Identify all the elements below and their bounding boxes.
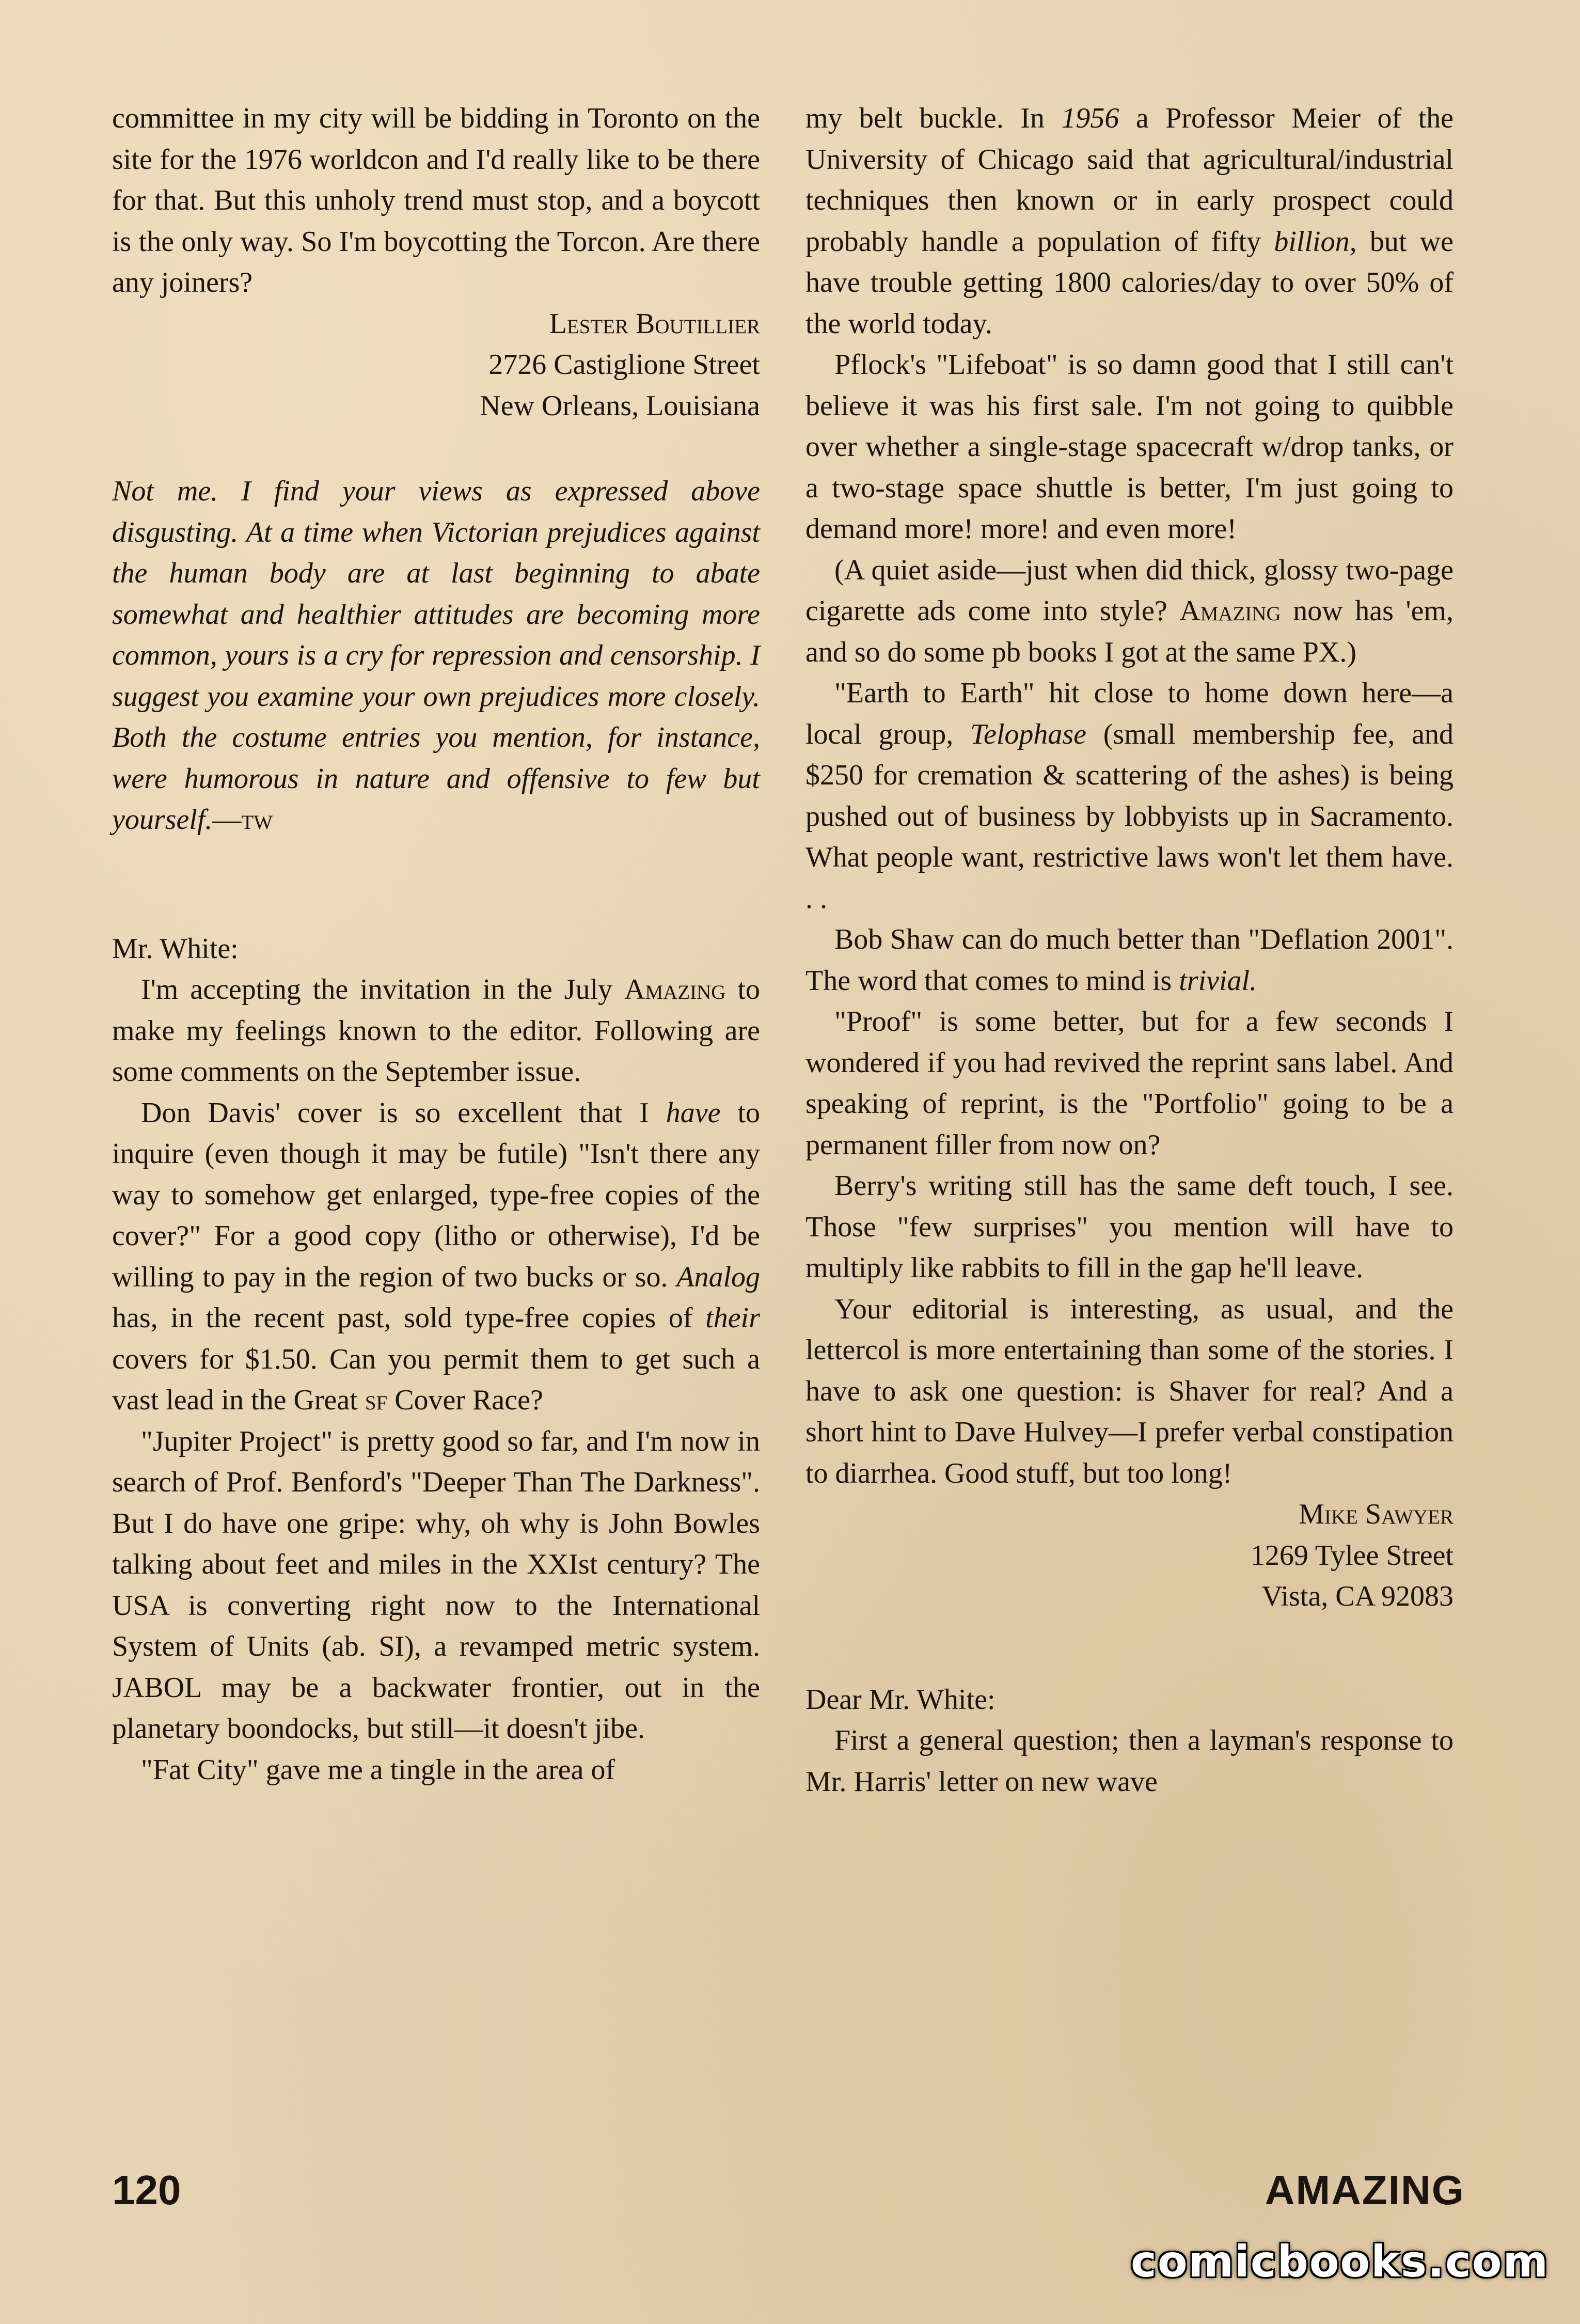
letter3-paragraph-1: First a general question; then a layman's response to Mr. Harris' letter on new wave — [805, 1724, 1453, 1798]
letter2-signature-city: Vista, CA 92083 — [1261, 1580, 1453, 1612]
right-paragraph-4 — [805, 673, 1453, 919]
text-run: I'm accepting the invitation in the July — [141, 973, 625, 1006]
editor-reply: Not me. I find your views as expressed above disgusting. At a time when Victorian prejudices against the human body are at last beginning to abate somewhat and healthier attitudes are becoming more common, yours is a cry for repression and censorship. I suggest you examine your own prejudices more closely. Both the costume entries you mention, for instance, were humorous in nature and offensive to few but yourself. — [112, 475, 760, 836]
emphasis: have — [666, 1096, 721, 1129]
text-run: (small membership fee, and $250 for cremation & scattering of the ashes) is being pushed out of business by lobbyists up in Sacramento. What people want, restrictive laws won't let them have. . . — [805, 718, 1453, 915]
letter1-signature-city: New Orleans, Louisiana — [480, 389, 760, 422]
letter3-salutation: Dear Mr. White: — [805, 1683, 996, 1716]
text-run: Cover Race? — [387, 1384, 543, 1416]
magazine-title-analog: Analog — [676, 1261, 760, 1293]
emphasis: Telophase — [970, 718, 1087, 750]
right-column — [805, 98, 1453, 1802]
sf-abbrev: sf — [365, 1384, 388, 1416]
right-paragraph-3 — [805, 550, 1453, 673]
right-paragraph-6: "Proof" is some better, but for a few seconds I wondered if you had revived the reprint sans label. And speaking of reprint, is the "Portfolio" going to be a permanent filler from now on? — [805, 1006, 1453, 1161]
editor-reply-block — [112, 471, 760, 841]
text-run: Bob Shaw can do much better than "Deflation 2001". The word that comes to mind is — [805, 923, 1453, 997]
magazine-name: AMAZING — [1265, 2167, 1465, 2213]
spacer — [112, 427, 760, 471]
magazine-name-inline: Amazing — [624, 973, 726, 1006]
right-paragraph-8: Your editorial is interesting, as usual, and the lettercol is more entertaining than some of the stories. I have to ask one question: is Shaver for real? And a short hint to Dave Hulvey—I prefer verbal constipation to diarrhea. Good stuff, but too long! — [805, 1293, 1453, 1489]
letter1-tail: committee in my city will be bidding in Toronto on the site for the 1976 worldcon and I'd really like to be there for that. But this unholy trend must stop, and a boycott is the only way. So I'm boycotting the Torcon. Are there any joiners? — [112, 102, 760, 299]
right-paragraph-5 — [805, 919, 1453, 1001]
right-paragraph-7: Berry's writing still has the same deft touch, I see. Those "few surprises" you mention will have to multiply like rabbits to fill in the gap he'll leave. — [805, 1170, 1453, 1284]
letter2-signature-street: 1269 Tylee Street — [1250, 1539, 1453, 1572]
letter1-signature-name: Lester Boutillier — [549, 307, 760, 340]
text-run: "Earth to Earth" hit close to home down here—a local group, — [805, 677, 1453, 750]
text-run: now has 'em, and so do some pb books I got at the same PX.) — [805, 595, 1454, 668]
letter2-salutation: Mr. White: — [112, 932, 239, 965]
emphasis: trivial. — [1179, 964, 1257, 997]
letter2-paragraph-4: "Fat City" gave me a tingle in the area of — [141, 1753, 615, 1786]
editor-initials: —tw — [212, 804, 273, 836]
letter2-paragraph-1 — [112, 969, 760, 1093]
page-number: 120 — [112, 2167, 181, 2213]
text-run: Don Davis' cover is so excellent that I — [141, 1096, 666, 1129]
letter2-signature-name: Mike Sawyer — [1299, 1498, 1453, 1530]
text-run: has, in the recent past, sold type-free copies of — [112, 1302, 706, 1334]
spacer — [112, 841, 760, 929]
text-run: to inquire (even though it may be futile) "Isn't there any way to somehow get enlarged, type-free copies of the cover?" For a good copy (litho or otherwise), I'd be willing to pay in the region of two bucks or so. — [112, 1096, 760, 1293]
emphasis: billion, — [1274, 225, 1357, 258]
letter1-signature-street: 2726 Castiglione Street — [488, 349, 760, 381]
magazine-name-inline: Amazing — [1179, 595, 1281, 627]
text-run: (A quiet aside—just when did thick, glossy two-page cigarette ads come into style? — [805, 554, 1453, 627]
text-run: but we have trouble getting 1800 calories/day to over 50% of the world today. — [805, 225, 1453, 340]
right-paragraph-2: Pflock's "Lifeboat" is so damn good that I still can't believe it was his first sale. I'm not going to quibble over whether a single-stage spacecraft w/drop tanks, or a two-stage space shuttle is better, I'm just going to demand more! more! and even more! — [805, 349, 1453, 545]
text-run: my belt buckle. In — [805, 102, 1062, 134]
spacer — [805, 1618, 1453, 1679]
text-run: a Professor Meier of the University of Chicago said that agricultural/industrial techniques then known or in early prospect could probably handle a population of fifty — [805, 102, 1453, 258]
watermark: comicbooks.com — [1131, 2236, 1549, 2287]
page-footer — [112, 2166, 1465, 2223]
text-run: covers for $1.50. Can you permit them to get such a vast lead in the Great — [112, 1343, 760, 1416]
text-run: to make my feelings known to the editor. Following are some comments on the September issue. — [112, 973, 760, 1088]
emphasis: their — [705, 1302, 760, 1334]
left-column — [112, 98, 760, 1791]
letter2-paragraph-2 — [112, 1093, 760, 1421]
emphasis: 1956 — [1061, 102, 1119, 134]
letter2-paragraph-3: "Jupiter Project" is pretty good so far, and I'm now in search of Prof. Benford's "Deeper Than The Darkness". But I do have one gripe: why, oh why is John Bowles talking about feet and miles in the XXIst century? The USA is converting right now to the International System of Units (ab. SI), a revamped metric system. JABOL may be a backwater frontier, out in the planetary boondocks, but still—it doesn't jibe. — [112, 1425, 760, 1745]
right-paragraph-1 — [805, 98, 1453, 344]
